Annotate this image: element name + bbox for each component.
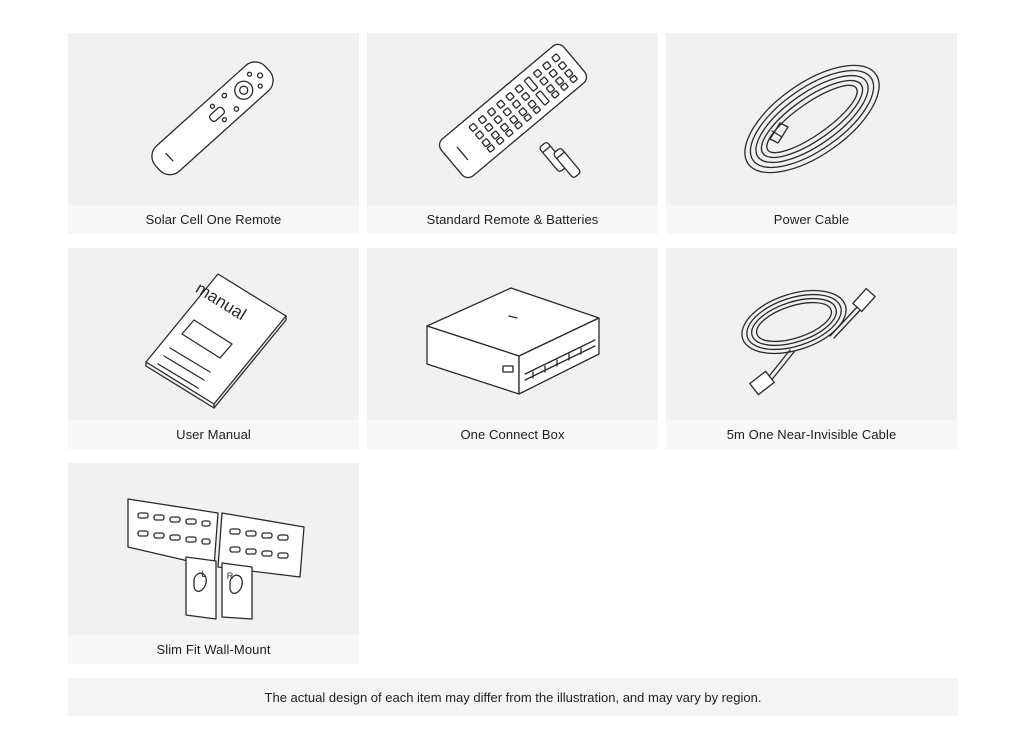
accessory-label: Standard Remote & Batteries	[426, 212, 599, 227]
accessory-grid	[68, 33, 958, 678]
disclaimer-footnote: The actual design of each item may differ from the illustration, and may vary by region.	[68, 678, 958, 716]
user-manual-illustration	[68, 248, 359, 420]
accessory-row	[68, 248, 958, 449]
solar-remote-icon	[114, 39, 314, 199]
accessory-row	[68, 463, 958, 664]
invisible-cable-icon	[712, 254, 912, 414]
accessory-label: Slim Fit Wall-Mount	[156, 642, 271, 657]
accessory-label: 5m One Near-Invisible Cable	[726, 427, 897, 442]
wall-mount-icon	[114, 469, 314, 629]
wall-mount-illustration	[68, 463, 359, 635]
accessory-card-user-manual	[68, 248, 359, 449]
one-connect-box-illustration	[367, 248, 658, 420]
manual-cover-text: manual	[191, 278, 250, 325]
power-cable-icon	[712, 39, 912, 199]
standard-remote-illustration	[367, 33, 658, 205]
manual-icon	[114, 254, 314, 414]
accessory-label: User Manual	[176, 427, 251, 442]
empty-slot	[666, 463, 957, 664]
invisible-cable-illustration	[666, 248, 957, 420]
accessory-card-wall-mount	[68, 463, 359, 664]
mount-right-label: R	[226, 571, 233, 581]
empty-slot	[367, 463, 658, 664]
accessory-card-invisible-cable	[666, 248, 957, 449]
standard-remote-icon	[413, 39, 613, 199]
accessory-card-power-cable	[666, 33, 957, 234]
connect-box-icon	[413, 254, 613, 414]
accessory-label: Solar Cell One Remote	[145, 212, 282, 227]
solar-remote-illustration	[68, 33, 359, 205]
mount-left-label: L	[200, 569, 207, 579]
accessory-card-solar-remote	[68, 33, 359, 234]
accessory-card-one-connect-box	[367, 248, 658, 449]
accessory-row	[68, 33, 958, 234]
accessory-label: Power Cable	[773, 212, 850, 227]
accessory-card-standard-remote	[367, 33, 658, 234]
power-cable-illustration	[666, 33, 957, 205]
accessory-label: One Connect Box	[460, 427, 565, 442]
